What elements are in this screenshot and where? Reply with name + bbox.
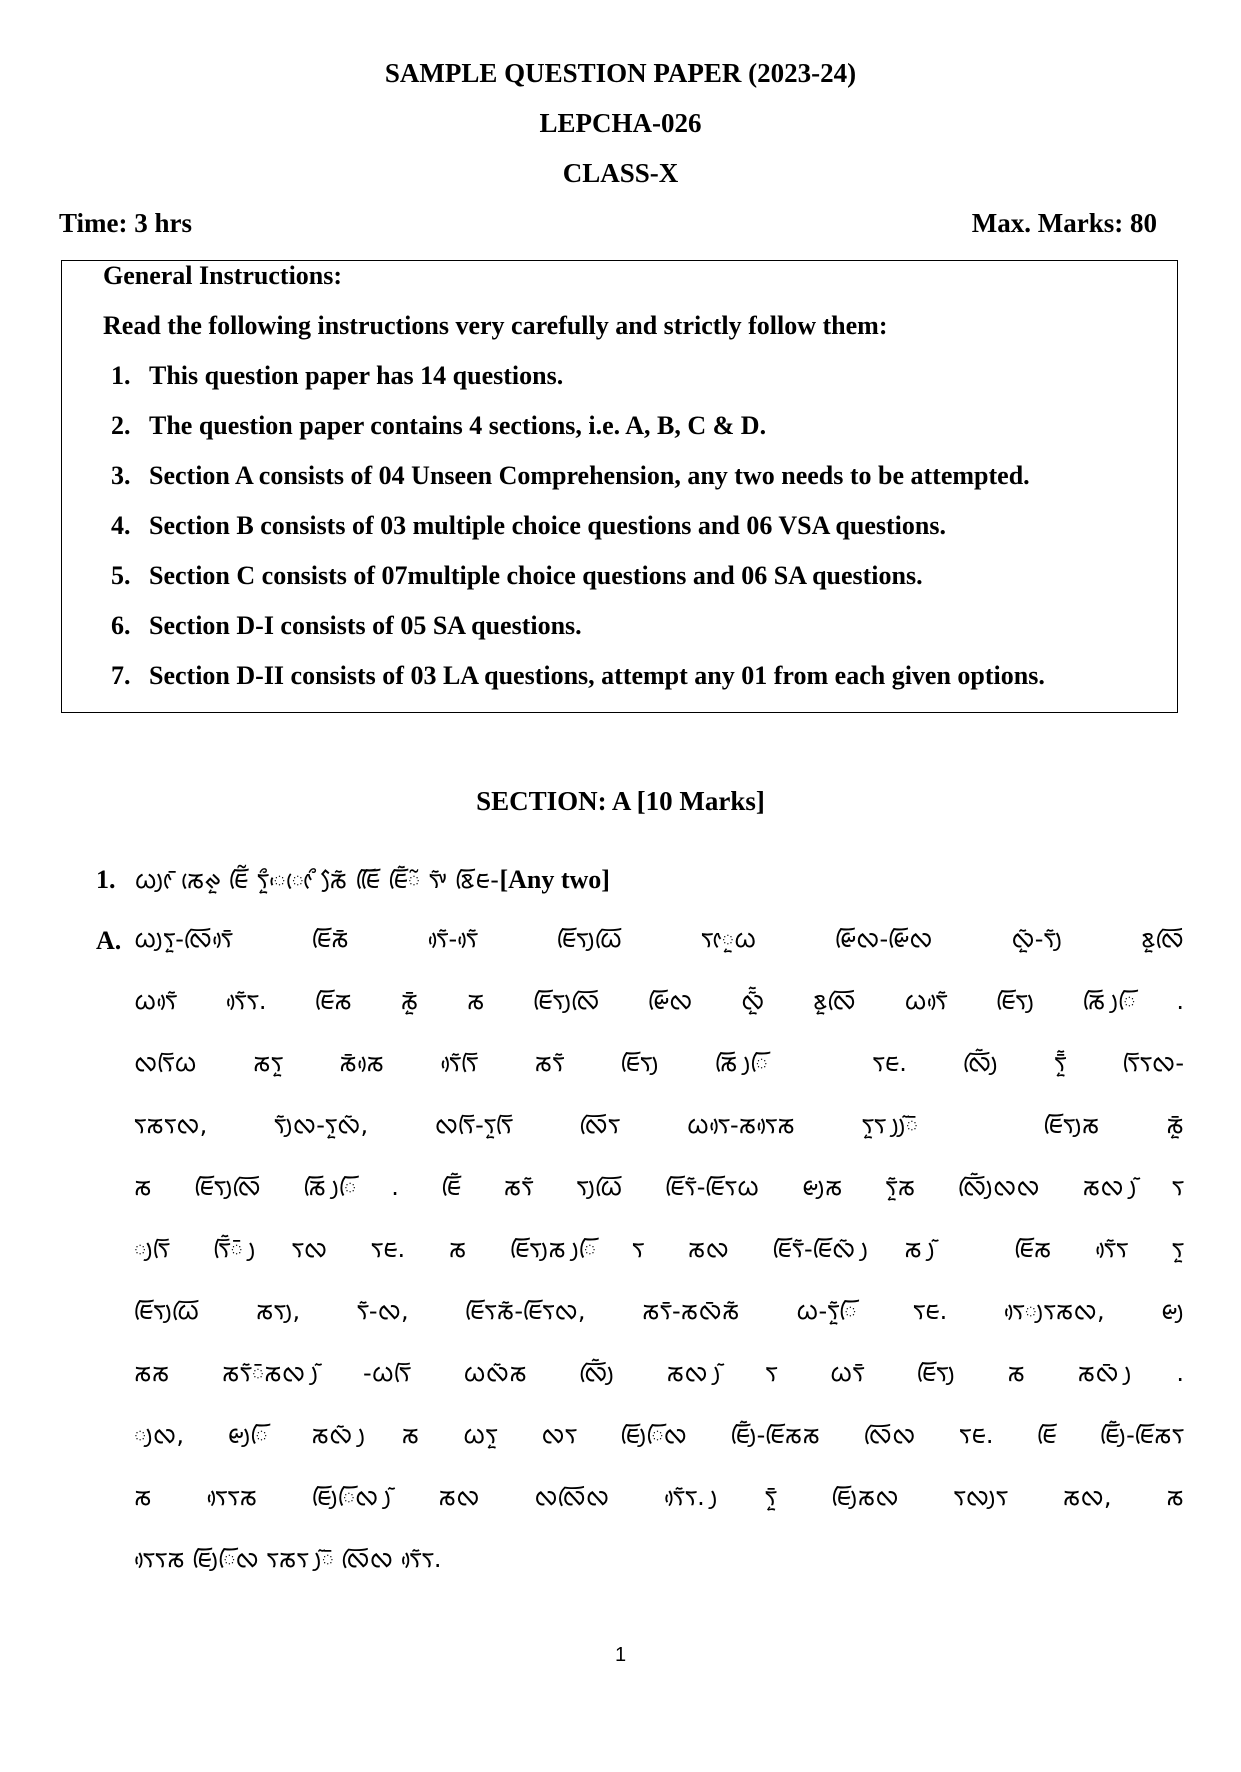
passage-line: ᰃᰪᰛᰬ-ᰜᰩᰛᰴᰳ ᰀᰩᰕᰳ ᰛᰴᰶ-ᰛᰴᰶ ᰀᰩᰛᰪᰃᰩ ᰛᰦᰬᰃ ᰡᰩᰜ-ᰡᰩᰜ ᰜᰬᰶ-ᰛᰪᰶ ᰣᰬᰜᰩ: [134, 925, 1184, 953]
section-title: SECTION: A [10 Marks]: [476, 786, 765, 816]
passage-line: ᰕ ᰛᰴᰛᰕ ᰀᰩᰪᰩᰜ ᰪᰶᰕᰜ ᰜᰜᰩᰜ ᰛᰴᰶᰛ. ᰪᰛᰬᰳ ᰀᰩᰪᰕᰜ ᰛᰜᰪᰛ ᰕᰜ, ᰕ: [134, 1483, 1184, 1511]
instruction-number: 6.: [111, 611, 131, 640]
instruction-text: Section D-II consists of 03 LA questions, attempt any 01 from each given options.: [149, 661, 1045, 690]
instruction-text: Section A consists of 04 Unseen Comprehension, any two needs to be attempted.: [149, 461, 1030, 490]
instruction-number: 2.: [111, 411, 131, 440]
instruction-number: 5.: [111, 561, 131, 590]
paper-title: SAMPLE QUESTION PAPER (2023-24): [384, 58, 857, 88]
instruction-item: [111, 361, 563, 391]
passage-line: ᰜᰛᰩᰃ ᰕᰛᰬ ᰕᰳᰕᰴ ᰛᰴᰶᰛᰩ ᰕᰛᰶ ᰀᰩᰛᰪ ᰕᰩ ᰪᰩ ᰛᰀ. ᰜᰩᰪᰶ ᰛᰬᰳᰶ ᰛᰩᰛᰜ-: [134, 1049, 1184, 1077]
instruction-text: This question paper has 14 questions.: [149, 361, 564, 390]
instructions-heading: General Instructions:: [103, 261, 343, 290]
class-label: CLASS-X: [562, 158, 679, 188]
instruction-number: 7.: [111, 661, 131, 690]
passage-line: ᰛᰕᰛᰜ, ᰛᰪᰶᰜ-ᰛᰬᰜᰶ, ᰜᰛᰩ-ᰛᰬᰛᰩ ᰜᰩᰛ ᰃᰛᰴ-ᰕᰛᰴᰕ ᰛᰬᰛ ᰪᰪᰶᰳ ᰀᰩᰛᰪᰕ ᰕᰬᰳ: [134, 1111, 1184, 1139]
instruction-number: 1.: [111, 361, 131, 390]
page-number: 1: [614, 1644, 627, 1666]
passage-line: ᰕᰕ ᰕᰛᰶᰳᰕᰜ ᰪᰶ-ᰃᰛᰩ ᰃᰜᰶᰕ ᰜᰩᰪᰶ ᰕᰜ ᰪᰶᰛ ᰃᰛᰳ ᰀᰩᰛᰪ ᰕ ᰕᰜᰳ ᰪ.: [134, 1359, 1184, 1387]
passage-line: ᰛᰴᰛᰕ ᰀᰩᰪᰩᰜ ᰛᰕᰛ ᰪᰶᰳ ᰜᰩᰜ ᰛᰴᰶᰛ.: [134, 1545, 442, 1573]
question-number: 1.: [96, 865, 116, 894]
instruction-text: Section B consists of 03 multiple choice questions and 06 VSA questions.: [149, 511, 946, 540]
instructions-intro: Read the following instructions very carefully and strictly follow them:: [103, 311, 888, 340]
max-marks-label: Max. Marks: 80: [971, 208, 1157, 238]
time-label: Time: 3 hrs: [59, 208, 192, 238]
instruction-text: The question paper contains 4 sections, i.e. A, B, C & D.: [149, 411, 767, 440]
instructions-box: [61, 260, 1178, 713]
instruction-number: 4.: [111, 511, 131, 540]
instruction-item: [111, 611, 582, 641]
passage-line: ᰪᰛᰩ ᰛᰩᰶᰳ ᰪᰛᰜ ᰛᰀ. ᰕ ᰀᰩᰛᰪᰕ ᰪᰩᰛ ᰕᰜ ᰀᰩᰛᰶ-ᰀᰩᰜᰶ ᰪᰕ ᰪᰶ ᰀᰩᰕ ᰛᰴᰶᰛ ᰛᰬ: [134, 1235, 1184, 1263]
passage-body: [134, 914, 1184, 1596]
passage-line: ᰃᰛᰴᰶ ᰛᰴᰶᰛ. ᰀᰩᰕ ᰕᰬᰳ ᰕ ᰀᰩᰛᰪᰜᰩ ᰡᰩᰜ ᰜᰬᰶᰶ ᰣᰬᰜᰩ ᰃᰛᰴᰶ ᰀᰩᰛᰪ ᰕᰩ ᰪᰩ.: [134, 987, 1184, 1015]
instruction-item: [111, 461, 1030, 491]
subject-code: LEPCHA-026: [539, 108, 702, 138]
passage-label: A.: [96, 926, 122, 955]
question-any-two: [Any two]: [499, 865, 610, 894]
instruction-number: 3.: [111, 461, 131, 490]
instruction-item: [111, 561, 923, 591]
instruction-item: [111, 411, 766, 441]
instruction-text: Section D-I consists of 05 SA questions.: [149, 611, 582, 640]
passage-line: ᰕ ᰀᰩᰛᰪᰜᰩ ᰕᰩ ᰪᰩ. ᰀᰩᰶ ᰕᰛᰶ ᰛᰪᰃᰩ ᰀᰩᰛᰶ-ᰀᰩᰛᰃ ᰡᰪᰕ ᰛᰬᰶᰕ ᰜᰩᰪᰶᰜᰜ ᰕᰜ ᰪᰶᰛ: [134, 1173, 1184, 1201]
question-text: ᰃᰪᰦᰳ ᰕᰨᰊᰬ ᰀᰩᰲ ᰛᰬᰰᰵᰨᰦᰰ ᰕᰧᰶ ᰀᰩᰩ ᰀᰩᰶᰲ ᰛᰤᰶ ᰣᰩᰀ-: [134, 866, 500, 894]
passage-line: ᰪᰜ, ᰡᰪᰩ ᰕᰜᰶ ᰪᰕ ᰃᰛᰬ ᰜᰛ ᰀᰩᰪᰩᰜ ᰀᰩᰪᰶ-ᰀᰩᰕᰕ ᰜᰩᰜ ᰛᰀ. ᰀᰩ ᰀᰩᰪᰶ-ᰀᰩᰕᰛ: [134, 1421, 1184, 1449]
instruction-item: [111, 661, 1045, 691]
instruction-text: Section C consists of 07multiple choice questions and 06 SA questions.: [149, 561, 923, 590]
question-row: [96, 862, 610, 899]
passage-line: ᰀᰩᰛᰪᰃᰩ ᰕᰛᰪ, ᰛᰶ-ᰜ, ᰀᰩᰛᰕᰶ-ᰀᰩᰛᰜ, ᰕᰛᰳ-ᰕᰜᰳᰕᰶ ᰃ-ᰛᰬᰶᰩ ᰛᰀ. ᰛᰴᰪᰛᰕᰜ, ᰡᰪ: [134, 1297, 1184, 1325]
instruction-item: [111, 511, 946, 541]
